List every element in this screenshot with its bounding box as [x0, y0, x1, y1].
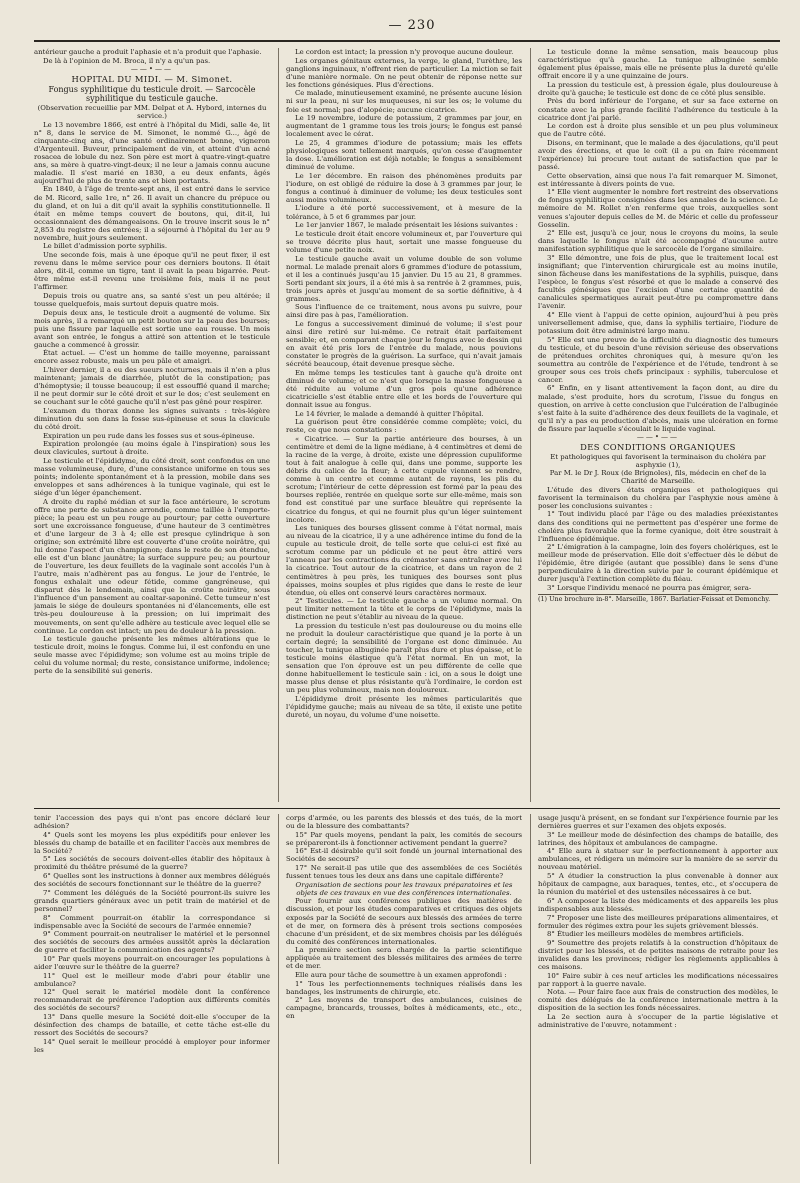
column-divider: [278, 48, 279, 802]
paragraph: Le testicule gauche présente les mêmes altérations que le testicule droit, moins le fongus. Comme lui, il est confondu en une seule masse avec l'épididyme; son volume est au moins triple de celui du volume normal; du reste, consistance uniforme, indolence; perte de la sensibilité sui generis.: [34, 635, 270, 676]
paragraph: En même temps les testicules tant à gauche qu'à droite ont diminué de volume; et ce n'est que lorsque la masse fongueuse a été réduite au volume d'un gros pois qu'une adhérence cicatricielle s'est établie entre elle et les bords de l'ouverture qui donnait issue au fongus.: [286, 368, 522, 410]
paragraph: Le cordon est à droite plus sensible et un peu plus volumineux que de l'autre côté.: [538, 122, 778, 139]
article-body: [538, 48, 778, 433]
paragraph: Expiration un peu rude dans les fosses sus et sous-épineuse.: [43, 431, 255, 440]
article-body: [538, 814, 778, 1029]
paragraph: Nota. — Pour faire face aux frais de construction des modèles, le comité des délégués de la conférence internationale mettra à la disposition de la section les fonds nécessaires.: [538, 988, 778, 1013]
section-title: DES CONDITIONS ORGANIQUES: [580, 441, 736, 452]
paragraph: La pression du testicule n'est pas douloureuse ou du moins elle ne produit la douleur caractéristique que quand je la porte à un certain degré; la sensibilité de l'organe est donc diminuée. Au toucher, la tunique albuginée paraît plus dure et plus épaisse, et le testicule moins élastique qu'à l'état normal. En un mot, la sensation que l'on éprouve est un peu différente de celle que donne habituellement le testicule sain : ici, on a sous le doigt une masse plus dense et plus résistante qu'à l'ordinaire, le cordon est un peu plus volumineux, mais non douloureux.: [286, 621, 522, 695]
paragraph: 1° Elle vient augmenter le nombre fort restreint des observations de fongus syphilitique consignées dans les annales de la science. Le mémoire de M. Rollet n'en renferme que trois, auxquelles sont venues s'ajouter depuis celles de M. de Méric et celle du professeur Gosselin.: [538, 188, 778, 229]
column-divider: [530, 48, 531, 802]
lower-column-2: [286, 814, 522, 1164]
column-1: [34, 48, 270, 802]
paragraph: 4° Quels sont les moyens les plus expéditifs pour enlever les blessés du champ de bataille et en faciliter l'accès aux membres de la Société?: [34, 830, 270, 855]
paragraph: 2° Testicules. — Le testicule gauche a un volume normal. On peut limiter nettement la tête et le corps de l'épididyme, mais la distinction ne peut s'établir au niveau de la queue.: [286, 597, 522, 622]
article-body: [286, 814, 522, 1021]
paragraph: 3° Le meilleur mode de désinfection des champs de bataille, des latrines, des hôpitaux et ambulances de campagne.: [538, 830, 778, 847]
paragraph: Près du bord inférieur de l'organe, et sur sa face externe on constate avec la plus grande facilité l'adhérence du testicule à la cicatrice dont j'ai parlé.: [538, 97, 778, 122]
header-rule: [34, 40, 780, 42]
paragraph: Sous l'influence de ce traitement, nous avons pu suivre, pour ainsi dire pas à pas, l'amélioration.: [286, 303, 522, 320]
article-body: [34, 121, 270, 676]
paragraph: 1° Tous les perfectionnements techniques réalisés dans les bandages, les instruments de chirurgie, etc.: [286, 979, 522, 996]
article-note: (Observation recueillie par MM. Delpat et A. Hybord, internes du service.): [37, 103, 267, 120]
paragraph: L'épididyme droit présente les mêmes particularités que l'épididyme gauche; mais au niveau de sa tête, il existe une petite dureté, un noyau, du volume d'une noisette.: [286, 694, 522, 720]
paragraph: Les tuniques des bourses glissent comme à l'état normal, mais au niveau de la cicatrice, il y a une adhérence intime du fond de la cupule au testicule droit, de telle sorte que celui-ci est fixé au scrotum comme par un pédicule et ne peut être attiré vers l'anneau par les contractions du crémaster sans entraîner avec lui la cicatrice. Tout autour de la cicatrice, et dans un rayon de 2 centimètres à peu près, les tuniques des bourses sont plus épaisses, moins souples et plus rigides que dans le reste de leur étendue, où elles ont conservé leurs caractères normaux.: [286, 524, 522, 597]
paragraph: 10° Par quels moyens pourrait-on encourager les populations à aider l'œuvre sur le théâtre de la guerre?: [34, 954, 270, 971]
paragraph: Le testicule donne la même sensation, mais beaucoup plus caractéristique qu'à gauche. La tunique albuginée semble également plus épaisse, mais elle ne présente plus la dureté qu'elle offrait encore il y a une quinzaine de jours.: [538, 48, 778, 81]
paragraph: 9° Soumettre des projets relatifs à la construction d'hôpitaux de district pour les blessés, et de petites maisons de retraite pour les invalides dans les provinces; rédiger les règlements applicables à ces maisons.: [538, 938, 778, 971]
paragraph: 2° L'émigration à la campagne, loin des foyers cholériques, est le meilleur mode de préservation. Elle doit s'effectuer dès le début de l'épidémie, être dirigée (autant que possible) dans le sens d'une perpendiculaire à la direction suivie par le courant épidémique et durer jusqu'à l'extinction complète du fléau.: [538, 543, 778, 584]
paragraph: 6° Enfin, en y lisant attentivement la façon dont, au dire du malade, s'est produite, hors du scrotum, l'issue du fongus en question, on arrive à cette conclusion que l'ulcération de l'albuginée s'est faite à la suite d'adhérence des deux feuillets de la vaginale, et qu'il n'y a pas eu production d'abcès, mais une ulcération en forme de fissure par laquelle s'écoulait le liquide vaginal.: [538, 384, 778, 433]
article-title: Fongus syphilitique du testicule droit. — Sarcocèle syphilitique du testicule gauche.: [48, 84, 256, 103]
lower-column-1: [34, 814, 270, 1164]
paragraph: 3° Elle démontre, une fois de plus, que le traitement local est insignifiant; que l'intervention chirurgicale est au moins inutile, sinon fâcheuse dans les manifestations de la syphilis, puisque, dans l'espèce, le fongus s'est résorbé et que le malade a conservé des facultés génésiques que l'excision d'une certaine quantité de canalicules spermatiques aurait peut-être pu compromettre dans l'avenir.: [538, 253, 778, 311]
footnote: (1) Une brochure in-8°. Marseille, 1867. Barlatier-Feissat et Demonchy.: [538, 594, 778, 604]
paragraph: Disons, en terminant, que le malade a des éjaculations, qu'il peut avoir des érections, et que le coït (il a pu en faire récemment l'expérience) lui procure tout autant de satisfaction que par le passé.: [538, 138, 778, 172]
paragraph: Le billet d'admission porte syphilis.: [43, 242, 168, 251]
paragraph: 16° Est-il désirable qu'il soit fondé un journal international des Sociétés de secours?: [286, 847, 522, 864]
paragraph: Elle aura pour tâche de soumettre à un examen approfondi :: [295, 971, 507, 980]
paragraph: Ce malade, minutieusement examiné, ne présente aucune lésion ni sur la peau, ni sur les muqueuses, ni sur les os; le volume du foie est normal; pas d'alopécie; aucune cicatrice.: [286, 89, 522, 114]
section-divider: [34, 808, 780, 809]
paragraph: État actuel. — C'est un homme de taille moyenne, paraissant encore assez robuste, mais un peu pâle et amaigri.: [34, 349, 270, 366]
paragraph: Le 14 février, le malade a demandé à quitter l'hôpital.: [295, 409, 484, 418]
paragraph: Cette observation, ainsi que nous l'a fait remarquer M. Simonet, est intéressante à divers points de vue.: [538, 171, 778, 188]
paragraph: 5° Elle est une preuve de la difficulté du diagnostic des tumeurs du testicule, et du besoin d'une révision sérieuse des observations de prétendues orchites chroniques qui, à mesure qu'on les soumettra au contrôle de l'expérience et de l'étude, tendront à se grouper sous ces trois chefs principaux : syphilis, tuberculose et cancer.: [538, 335, 778, 384]
paragraph: 11° Quel est le meilleur mode d'abri pour établir une ambulance?: [34, 971, 270, 988]
paragraph: Les organes génitaux externes, la verge, le gland, l'urèthre, les ganglions inguinaux, n'offrent rien de particulier. La miction se fait d'une manière normale. On ne peut obtenir de réponse nette sur les fonctions génésiques. Plus d'érections.: [286, 56, 522, 89]
paragraph: Le testicule droit était encore volumineux et, par l'ouverture qui se trouve décrite plus haut, sortait une masse fongueuse du volume d'une petite noix.: [286, 229, 522, 254]
paragraph: 14° Quel serait le meilleur procédé à employer pour informer les: [34, 1037, 270, 1054]
paragraph: La 2e section aura à s'occuper de la partie législative et administrative de l'œuvre, notamment :: [538, 1013, 778, 1030]
paragraph: 2° Elle est, jusqu'à ce jour, nous le croyons du moins, la seule dans laquelle le fongus n'ait été accompagné d'aucune autre manifestation syphilitique que le sarcocèle de l'organe similaire.: [538, 229, 778, 254]
paragraph: antérieur gauche a produit l'aphasie et n'a produit que l'aphasie.: [34, 48, 262, 56]
paragraph: Le 19 novembre, iodure de potassium, 2 grammes par jour, en augmentant de 1 gramme tous les trois jours; le fongus est pansé localement avec le cérat.: [286, 114, 522, 139]
paragraph: 5° A étudier la construction la plus convenable à donner aux hôpitaux de campagne, aux baraques, tentes, etc., et s'occupera de la réunion du matériel et des ustensiles nécessaires à ce but.: [538, 872, 778, 897]
column-divider: [530, 814, 531, 1164]
paragraph: 10° Faire subir à ces neuf articles les modifications nécessaires par rapport à la guerre navale.: [538, 971, 778, 988]
paragraph: Pour fournir aux conférences publiques des matières de discussion, et pour les études comparatives et critiques des objets exposés par la Société de secours aux blessés des armées de terre et de mer, on formera dès à présent trois sections composées chacune d'un président, et de six membres choisis par les délégués du comité des conférences internationales.: [286, 897, 522, 946]
paragraph: 4° Elle vient à l'appui de cette opinion, aujourd'hui à peu près universellement admise, que, dans la syphilis tertiaire, l'iodure de potassium doit être administré largo manu.: [538, 310, 778, 335]
paragraph: En 1840, à l'âge de trente-sept ans, il est entré dans le service de M. Ricord, salle 1re, n° 26. Il avait un chancre du prépuce ou du gland, et on lui a dit qu'il avait la syphilis constitutionnelle. Il était en même temps couvert de boutons, qui, dit-il, lui occasionnaient des démangeaisons. On le trouve inscrit sous le n° 2,853 du registre des entrées; il a séjourné à l'hôpital du 1er au 9 novembre, huit jours seulement.: [34, 185, 270, 242]
paragraph: Le 25, 4 grammes d'iodure de potassium; mais les effets physiologiques sont tellement marqués, qu'on cesse d'augmenter la dose. L'amélioration est déjà notable; le fongus a sensiblement diminué de volume.: [286, 138, 522, 172]
article-body: [34, 814, 270, 1054]
paragraph: Depuis deux ans, le testicule droit a augmenté de volume. Six mois après, il a remarqué un petit bouton sur la peau des bourses; puis une fissure par laquelle est sortie une eau rousse. Un mois avant son entrée, le fongus a attiré son attention et le testicule gauche a commencé à grossir.: [34, 308, 270, 349]
paragraph: Le 1er janvier 1867, le malade présentait les lésions suivantes :: [295, 221, 518, 230]
paragraph: 4° Elle aura à statuer sur le perfectionnement à apporter aux ambulances, et rédigera un mémoire sur la manière de se servir du nouveau matériel.: [538, 847, 778, 872]
paragraph: 5° Les sociétés de secours doivent-elles établir des hôpitaux à proximité du théâtre présumé de la guerre?: [34, 855, 270, 872]
paragraph: La pression du testicule est, à pression égale, plus douloureuse à droite qu'à gauche; le testicule est donc de ce côté plus sensible.: [538, 80, 778, 97]
paragraph: L'hiver dernier, il a eu des sueurs nocturnes, mais il n'en a plus maintenant; jamais de diarrhée, plutôt de la constipation; pas d'hémoptysie; il tousse beaucoup; il est essoufflé quand il marche; il ne peut dormir sur le côté droit et sur le dos; c'est seulement en se couchant sur le côté gauche qu'il n'est pas gêné pour respirer.: [34, 366, 270, 407]
paragraph: L'iodure a été porté successivement, et à mesure de la tolérance, à 5 et 6 grammes par jour.: [286, 204, 522, 221]
section-subtitle: Et pathologiques qui favorisent la terminaison du choléra par asphyxie (1),: [550, 452, 766, 469]
paragraph: 2° Les moyens de transport des ambulances, cuisines de campagne, brancards, trousses, boîtes à médicaments, etc., etc., en: [286, 996, 522, 1021]
paragraph: 7° Comment les délégués de la Société pourront-ils suivre les grands quartiers généraux avec un petit train de matériel et de personnel?: [34, 888, 270, 913]
column-divider: [278, 814, 279, 1164]
paragraph: 3° Lorsque l'individu menacé ne pourra pas émigrer, sera-: [547, 584, 752, 593]
page-header: [0, 12, 800, 48]
article-body: [286, 48, 522, 719]
separator: ——•——: [636, 433, 680, 442]
lower-column-3: [538, 814, 778, 1164]
paragraph: tenir l'accession des pays qui n'ont pas encore déclaré leur adhésion?: [34, 814, 270, 831]
paragraph: Le 1er décembre. En raison des phénomènes produits par l'iodure, on est obligé de réduire la dose à 3 grammes par jour, le fongus a continué à diminuer de volume; les deux testicules sont aussi moins volumineux.: [286, 171, 522, 204]
paragraph: Le testicule et l'épididyme, du côté droit, sont confondus en une masse volumineuse, dure, d'une consistance uniforme en tous ses points; indolente spontanément et à la pression, mobile dans ses enveloppes et sans adhérences à la tunique vaginale, qui est le siége d'un léger épanchement.: [34, 456, 270, 498]
paragraph: usage jusqu'à présent, en se fondant sur l'expérience fournie par les dernières guerres et sur l'examen des objets exposés.: [538, 814, 778, 831]
paragraph: L'examen du thorax donne les signes suivants : très-légère diminution du son dans la fosse sus-épineuse et sous la clavicule du côté droit.: [34, 406, 270, 431]
paragraph: 6° Quelles sont les instructions à donner aux membres délégués des sociétés de secours fonctionnant sur le théâtre de la guerre?: [34, 872, 270, 889]
paragraph: L'étude des divers états organiques et pathologiques qui favorisent la terminaison du choléra par l'asphyxie nous amène à poser les conclusions suivantes :: [538, 485, 778, 510]
paragraph: 8° Étudier les meilleurs modèles de membres artificiels.: [547, 930, 744, 939]
paragraph: Le fongus a successivement diminué de volume; il s'est pour ainsi dire retiré sur lui-même. Ce retrait était parfaitement sensible; et, en comparant chaque jour le fongus avec le dessin qui en avait été pris lors de l'entrée du malade, nous pouvions constater le progrès de la guérison. La surface, qui n'avait jamais sécrété beaucoup, était devenue presque sèche.: [286, 320, 522, 369]
paragraph: De là à l'opinion de M. Broca, il n'y a qu'un pas.: [43, 56, 211, 65]
paragraph: 12° Quel serait le matériel modèle dont la conférence recommanderait de préférence l'adoption aux différents comités des sociétés de secours?: [34, 988, 270, 1013]
paragraph: « Cicatrice. — Sur la partie antérieure des bourses, à un centimètre et demi de la ligne médiane, à 4 centimètres et demi de la racine de la verge, à droite, existe une dépression cupuliforme tout à fait analogue à celle qui, dans une pomme, supporte les débris du calice de la fleur; à cette cupule viennent se rendre, comme à un centre et comme autant de rayons, les plis du scrotum; l'intérieur de cette dépression est formé par la peau des bourses repliée, rentrée en quelque sorte sur elle-même, mais son fond est constitué par une surface bleuâtre qui représente la cicatrice du fongus, et qui ne fournit plus qu'un léger suintement incolore.: [286, 435, 522, 524]
author-line: Par M. le Dr J. Roux (de Brignoles), fils, médecin en chef de la Charité de Marseille.: [549, 469, 767, 486]
paragraph: 13° Dans quelle mesure la Société doit-elle s'occuper de la désinfection des champs de bataille, et cette tâche est-elle du ressort des Sociétés de secours?: [34, 1013, 270, 1038]
paragraph: Une seconde fois, mais à une époque qu'il ne peut fixer, il est revenu dans le même service pour ces derniers boutons. Il était alors, dit-il, comme un tigre, tant il avait la peau bigarrée. Peut-être même est-il revenu une troisième fois, mais il ne peut l'affirmer.: [34, 251, 270, 292]
column-3: [538, 48, 778, 802]
paragraph: Expiration prolongée (au moins égale à l'inspiration) sous les deux clavicules, surtout à droite.: [34, 440, 270, 457]
paragraph: La guérison peut être considérée comme complète; voici, du reste, ce que nous constations :: [286, 418, 522, 435]
column-2: [286, 48, 522, 802]
paragraph: 1° Tout individu placé par l'âge ou des maladies préexistantes dans des conditions qui ne permettent pas d'espérer une forme de choléra plus favorable que la forme cyanique, doit être soustrait à l'influence épidémique.: [538, 510, 778, 543]
paragraph: 15° Par quels moyens, pendant la paix, les comités de secours se prépareront-ils à fonctionner activement pendant la guerre?: [286, 830, 522, 847]
paragraph: La première section sera chargée de la partie scientifique appliquée au traitement des blessés militaires des armées de terre et de mer.: [286, 946, 522, 971]
paragraph: 17° Ne serait-il pas utile que des assemblées de ces Sociétés fussent tenues tous les deux ans dans une capitale différente?: [286, 864, 522, 881]
section-title: HOPITAL DU MIDI. — M. Simonet.: [71, 73, 233, 84]
paragraph: 8° Comment pourrait-on établir la correspondance si indispensable avec la Société de secours de l'armée ennemie?: [34, 913, 270, 930]
paragraph: Le cordon est intact; la pression n'y provoque aucune douleur.: [295, 48, 514, 56]
separator: ——•——: [130, 65, 174, 74]
paragraph: Depuis trois ou quatre ans, sa santé s'est un peu altérée; il tousse quelquefois, mais surtout depuis quatre mois.: [34, 291, 270, 308]
paragraph: 7° Proposer une liste des meilleures préparations alimentaires, et formuler des régimes extra pour les sujets grièvement blessés.: [538, 913, 778, 930]
page-number: — 230 —: [388, 18, 436, 48]
paragraph: Organisation de sections pour les travaux préparatoires et les objets de ces travaux en vue des conférences internationales.: [295, 880, 513, 897]
paragraph: A droite du raphé médian et sur la face antérieure, le scrotum offre une perte de substance arrondie, comme taillée à l'emporte-pièce; la peau est un peu rouge au pourtour; par cette ouverture sort une excroissance fongueuse, d'une hauteur de 3 centimètres et d'une largeur de 3 à 4; elle est presque cylindrique à son origine; son extrémité libre est couverte d'une croûte noirâtre, qui lui donne l'aspect d'un champignon; dans le reste de son étendue, elle est d'un blanc jaunâtre; la surface suppure peu; au pourtour de l'ouverture, les deux feuillets de la vaginale sont accolés l'un à l'autre, mais n'adhèrent pas au fongus. Le jour de l'entrée, le fongus exhalait une odeur fétide, comme gangréneuse, qui disparut dès le lendemain, ainsi que la croûte noirâtre, sous l'influence d'un pansement au coaltar-saponiné. Cette tumeur n'est jamais le siége de douleurs spontanées ni d'élancements, elle est très-peu douloureuse à la pression; on lui imprimait des mouvements, on sent qu'elle adhère au testicule avec lequel elle se continue. Le cordon est intact; un peu de douleur à la pression.: [34, 497, 270, 635]
paragraph: corps d'armée, ou les parents des blessés et des tués, de la mort ou de la blessure des combattants?: [286, 814, 522, 831]
paragraph: Le testicule gauche avait un volume double de son volume normal. Le malade prenait alors 6 grammes d'iodure de potassium, et il les a continués jusqu'au 15 janvier. Du 15 au 21, 8 grammes. Sorti pendant six jours, il a été mis à sa rentrée à 2 grammes, puis, trois jours après et jusqu'au moment de sa sortie définitive, à 4 grammes.: [286, 254, 522, 303]
paragraph: 9° Comment pourrait-on neutraliser le matériel et le personnel des sociétés de secours des armées aussitôt après la déclaration de guerre et faciliter la communication des agents?: [34, 930, 270, 955]
article-body: [538, 486, 778, 592]
paragraph: Le 13 novembre 1866, est entré à l'hôpital du Midi, salle 4e, lit n° 8, dans le service de M. Simonet, le nommé G..., âgé de cinquante-cinq ans, d'une santé ordinairement bonne, vigneron d'Argenteuil. Buveur, principalement de vin, et atteint d'un acné rosacea de lobule du nez. Son père est mort à quatre-vingt-quatre ans, sa mère à quatre-vingt-deux; il ne leur a jamais connu aucune maladie. Il s'est marié en 1830, a eu deux enfants, âgés aujourd'hui de plus de trente ans et bien portants.: [34, 120, 270, 185]
paragraph: 6° A composer la liste des médicaments et des appareils les plus indispensables aux blessés.: [538, 896, 778, 913]
